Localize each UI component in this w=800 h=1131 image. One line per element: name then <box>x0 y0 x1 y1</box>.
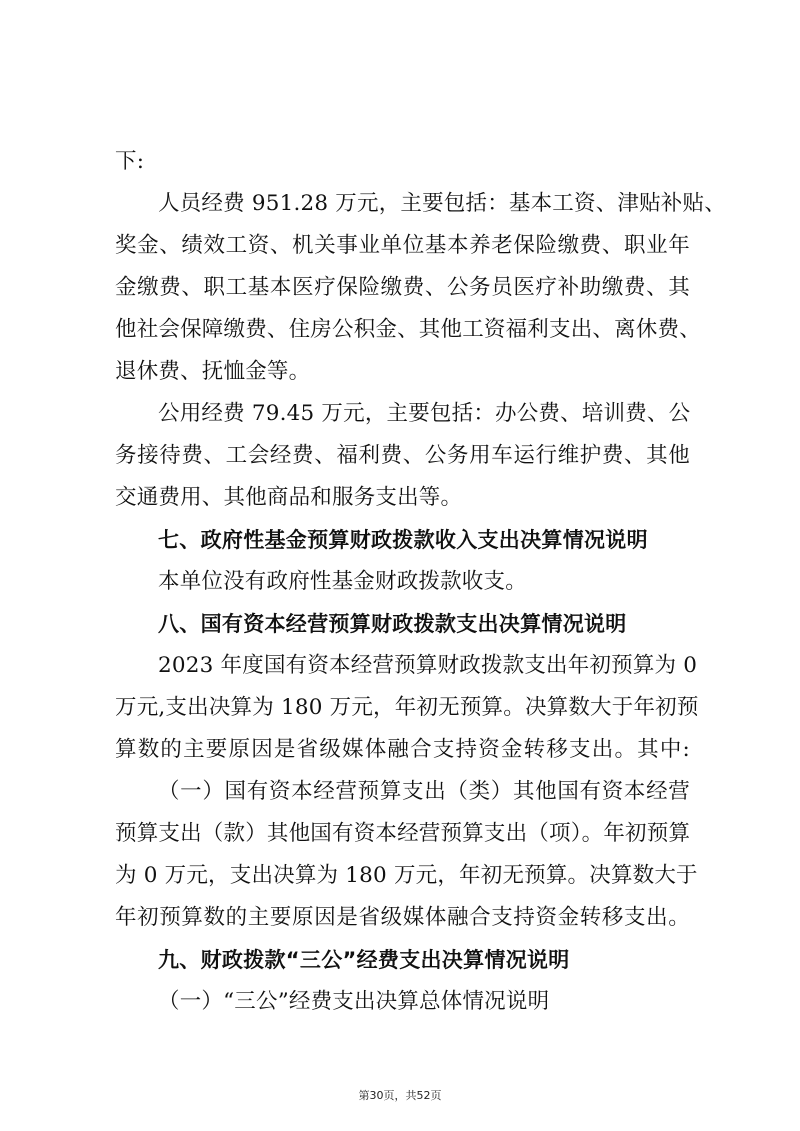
paragraph-personnel-expenses-line-4: 他社会保障缴费、住房公积金、其他工资福利支出、离休费、 <box>115 317 701 342</box>
subsection-heading-three-public-overall: （一）“三公”经费支出决算总体情况说明 <box>158 989 550 1014</box>
section-heading-8: 八、国有资本经营预算财政拨款支出决算情况说明 <box>158 612 627 636</box>
paragraph-personnel-expenses-line-3: 金缴费、职工基本医疗保险缴费、公务员医疗补助缴费、其 <box>115 275 690 300</box>
paragraph-state-capital-item-line-2: 预算支出（款）其他国有资本经营预算支出（项）。年初预算 <box>115 821 691 846</box>
page-number-footer: 第30页，共52页 <box>358 1089 442 1102</box>
paragraph-personnel-expenses-line-1: 人员经费 951.28 万元，主要包括：基本工资、津贴补贴、 <box>158 191 726 216</box>
paragraph-public-expenses-line-1: 公用经费 79.45 万元，主要包括：办公费、培训费、公 <box>158 401 691 426</box>
paragraph-state-capital-item-line-1: （一）国有资本经营预算支出（类）其他国有资本经营 <box>158 779 690 804</box>
paragraph-public-expenses-line-3: 交通费用、其他商品和服务支出等。 <box>115 485 463 510</box>
paragraph-personnel-expenses-line-2: 奖金、绩效工资、机关事业单位基本养老保险缴费、职业年 <box>115 233 690 258</box>
paragraph-line-continuation: 下: <box>115 149 145 174</box>
paragraph-public-expenses-line-2: 务接待费、工会经费、福利费、公务用车运行维护费、其他 <box>115 443 690 468</box>
paragraph-state-capital-line-3: 算数的主要原因是省级媒体融合支持资金转移支出。其中: <box>115 737 690 762</box>
paragraph-personnel-expenses-line-5: 退休费、抚恤金等。 <box>115 359 311 384</box>
paragraph-state-capital-line-1: 2023 年度国有资本经营预算财政拨款支出年初预算为 0 <box>158 653 698 678</box>
paragraph-state-capital-line-2: 万元,支出决算为 180 万元，年初无预算。决算数大于年初预 <box>115 695 699 720</box>
section-heading-7: 七、政府性基金预算财政拨款收入支出决算情况说明 <box>158 528 648 552</box>
paragraph-government-fund: 本单位没有政府性基金财政拨款收支。 <box>158 569 527 594</box>
section-heading-9: 九、财政拨款“三公”经费支出决算情况说明 <box>158 948 570 972</box>
paragraph-state-capital-item-line-4: 年初预算数的主要原因是省级媒体融合支持资金转移支出。 <box>115 905 690 930</box>
paragraph-state-capital-item-line-3: 为 0 万元，支出决算为 180 万元，年初无预算。决算数大于 <box>115 863 698 888</box>
